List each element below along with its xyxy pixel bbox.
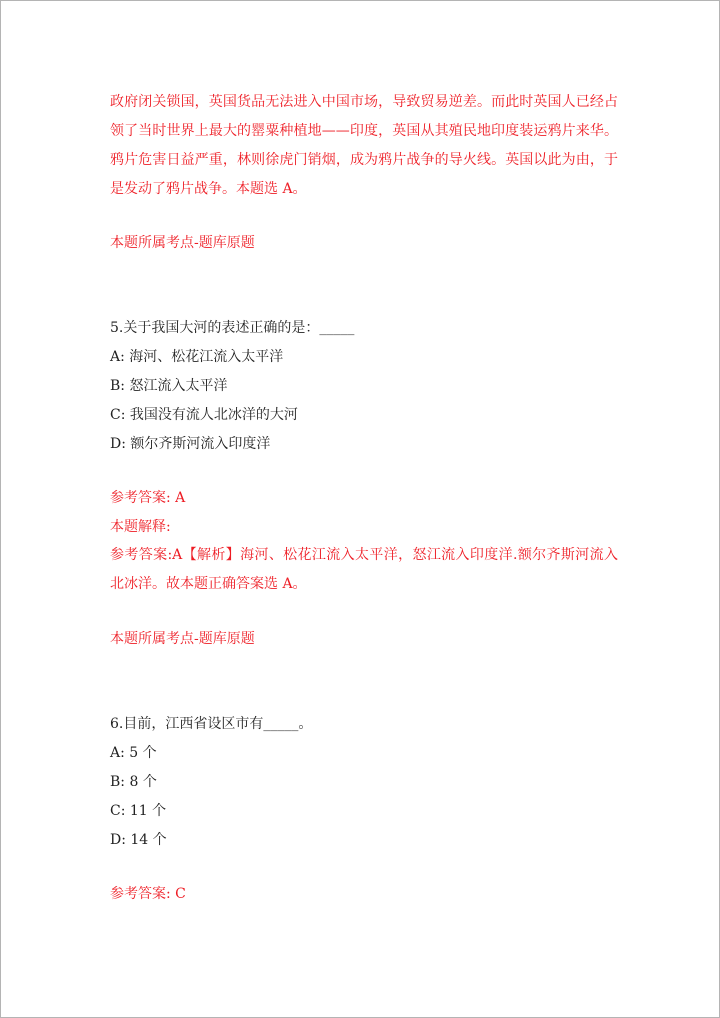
question-6: [110, 710, 618, 855]
answer-label: 参考答案: C: [110, 886, 186, 902]
option-b: B: 怒江流入太平洋: [110, 378, 228, 394]
option-d: D: 14 个: [110, 832, 167, 848]
option-c: C: 11 个: [110, 803, 167, 819]
answer-label: 参考答案: A: [110, 490, 186, 506]
explanation-label: 本题解释:: [110, 519, 171, 535]
option-d: D: 额尔齐斯河流入印度洋: [110, 436, 271, 452]
option-a: A: 海河、松花江流入太平洋: [110, 349, 284, 365]
explanation-paragraph: 参考答案:A【解析】海河、松花江流入太平洋，怒江流入印度洋.额尔齐斯河流入北冰洋。故本题正确答案选 A。: [110, 547, 618, 592]
option-a: A: 5 个: [110, 745, 157, 761]
question-5: [110, 314, 618, 459]
question-stem: 5.关于我国大河的表述正确的是：_____: [110, 320, 355, 336]
explanation-paragraph: 政府闭关锁国，英国货品无法进入中国市场，导致贸易逆差。而此时英国人已经占领了当时世界上最大的罂粟种植地——印度，英国从其殖民地印度装运鸦片来华。鸦片危害日益严重，林则徐虎门销烟，成为鸦片战争的导火线。英国以此为由，于是发动了鸦片战争。本题选 A。: [110, 94, 618, 197]
option-b: B: 8 个: [110, 774, 157, 790]
question-5-answer-block: [110, 484, 618, 542]
option-c: C: 我国没有流人北冰洋的大河: [110, 407, 298, 423]
source-note: 本题所属考点-题库原题: [110, 631, 255, 647]
source-note: 本题所属考点-题库原题: [110, 235, 255, 251]
question-stem: 6.目前，江西省设区市有_____。: [110, 716, 313, 732]
